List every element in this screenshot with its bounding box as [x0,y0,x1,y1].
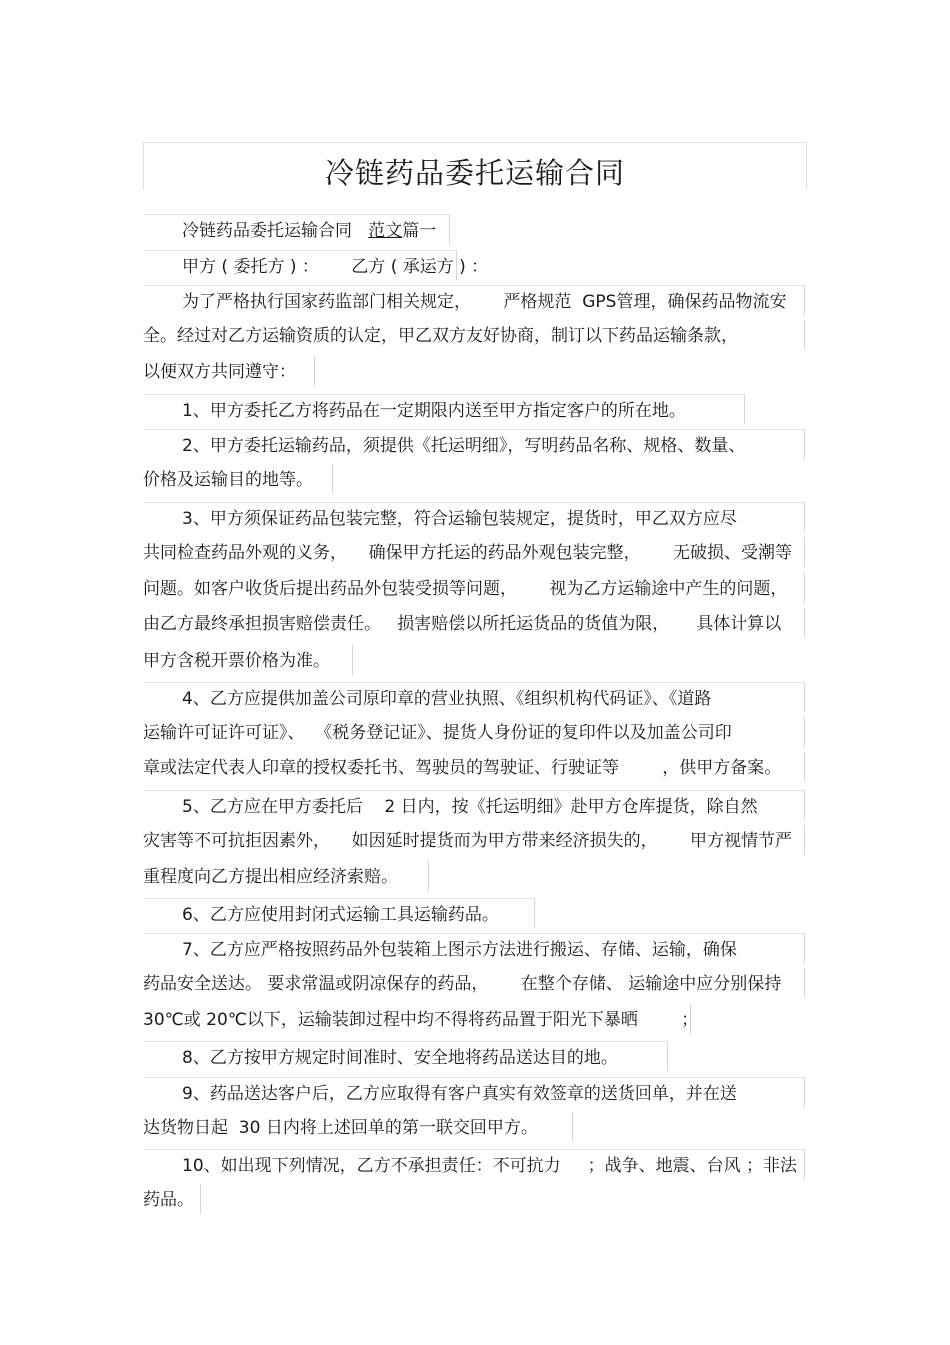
subtitle-text: 冷链药品委托运输合同 [182,221,369,241]
clause-3-line-3: 问题。如客户收货后提出药品外包装受损等问题， 视为乙方运输途中产生的问题， [143,573,805,603]
subtitle-suffix: 篇一 [402,221,437,241]
clause-9-line-1: 9、药品送达客户后，乙方应取得有客户真实有效签章的送货回单，并在送 [143,1077,805,1107]
clause-7-line-2: 药品安全送达。 要求常温或阴凉保存的药品， 在整个存储、 运输途中应分别保持 [143,968,805,998]
clause-4-line-1: 4、乙方应提供加盖公司原印章的营业执照、《组织机构代码证》、《道路 [143,682,805,712]
clause-5-line-2: 灾害等不可抗拒因素外， 如因延时提货而为甲方带来经济损失的， 甲方视情节严 [143,825,805,855]
clause-1-line-1: 1、甲方委托乙方将药品在一定期限内送至甲方指定客户的所在地。 [143,394,745,424]
clause-7-line-1: 7、乙方应严格按照药品外包装箱上图示方法进行搬运、存储、运输，确保 [143,933,805,963]
clause-5-line-3: 重程度向乙方提出相应经济索赔。 [143,861,429,891]
clause-3-line-2: 共同检查药品外观的义务， 确保甲方托运的药品外观包装完整， 无破损、受潮等 [143,537,805,567]
clause-4-line-2: 运输许可证许可证》、 《税务登记证》、提货人身份证的复印件以及加盖公司印 [143,717,805,747]
fanwen-link[interactable]: 范文 [368,221,403,241]
clause-2-line-1: 2、甲方委托运输药品，须提供《托运明细》，写明药品名称、规格、数量、 [143,429,805,459]
document-title: 冷链药品委托运输合同 [324,156,625,190]
para-intro-line-2: 全。经过对乙方运输资质的认定，甲乙双方友好协商，制订以下药品运输条款， [143,320,805,350]
para-intro-line-3: 以便双方共同遵守： [143,356,315,386]
clause-9-line-2: 达货物日起 30 日内将上述回单的第一联交回甲方。 [143,1112,573,1142]
clause-3-line-5: 甲方含税开票价格为准。 [143,645,353,675]
clause-7-line-3: 30℃或 20℃以下，运输装卸过程中均不得将药品置于阳光下暴晒 ； [143,1004,691,1034]
para-intro-line-1: 为了严格执行国家药监部门相关规定， 严格规范 GPS管理，确保药品物流安 [143,285,805,315]
clause-2-line-2: 价格及运输目的地等。 [143,464,333,494]
clause-4-line-3: 章或法定代表人印章的授权委托书、驾驶员的驾驶证、行驶证等 ，供甲方备案。 [143,752,805,782]
clause-3-line-4: 由乙方最终承担损害赔偿责任。 损害赔偿以所托运货品的货值为限， 具体计算以 [143,608,805,638]
title-frame [143,142,807,190]
clause-3-line-1: 3、甲方须保证药品包装完整，符合运输包装规定，提货时，甲乙双方应尽 [143,502,805,532]
subtitle-line [143,214,450,244]
parties-line: 甲方 ( 委托方 ) ： 乙方 ( 承运方 ) ： [143,250,457,280]
clause-10-line-1: 10、如出现下列情况，乙方不承担责任：不可抗力 ；战争、地震、台风 ；非法 [143,1149,805,1179]
clause-10-line-2: 药品。 [143,1184,201,1214]
clause-5-line-1: 5、乙方应在甲方委托后 2 日内，按《托运明细》赴甲方仓库提货，除自然 [143,790,805,820]
clause-8-line-1: 8、乙方按甲方规定时间准时、安全地将药品送达目的地。 [143,1041,668,1071]
clause-6-line-1: 6、乙方应使用封闭式运输工具运输药品。 [143,898,535,928]
